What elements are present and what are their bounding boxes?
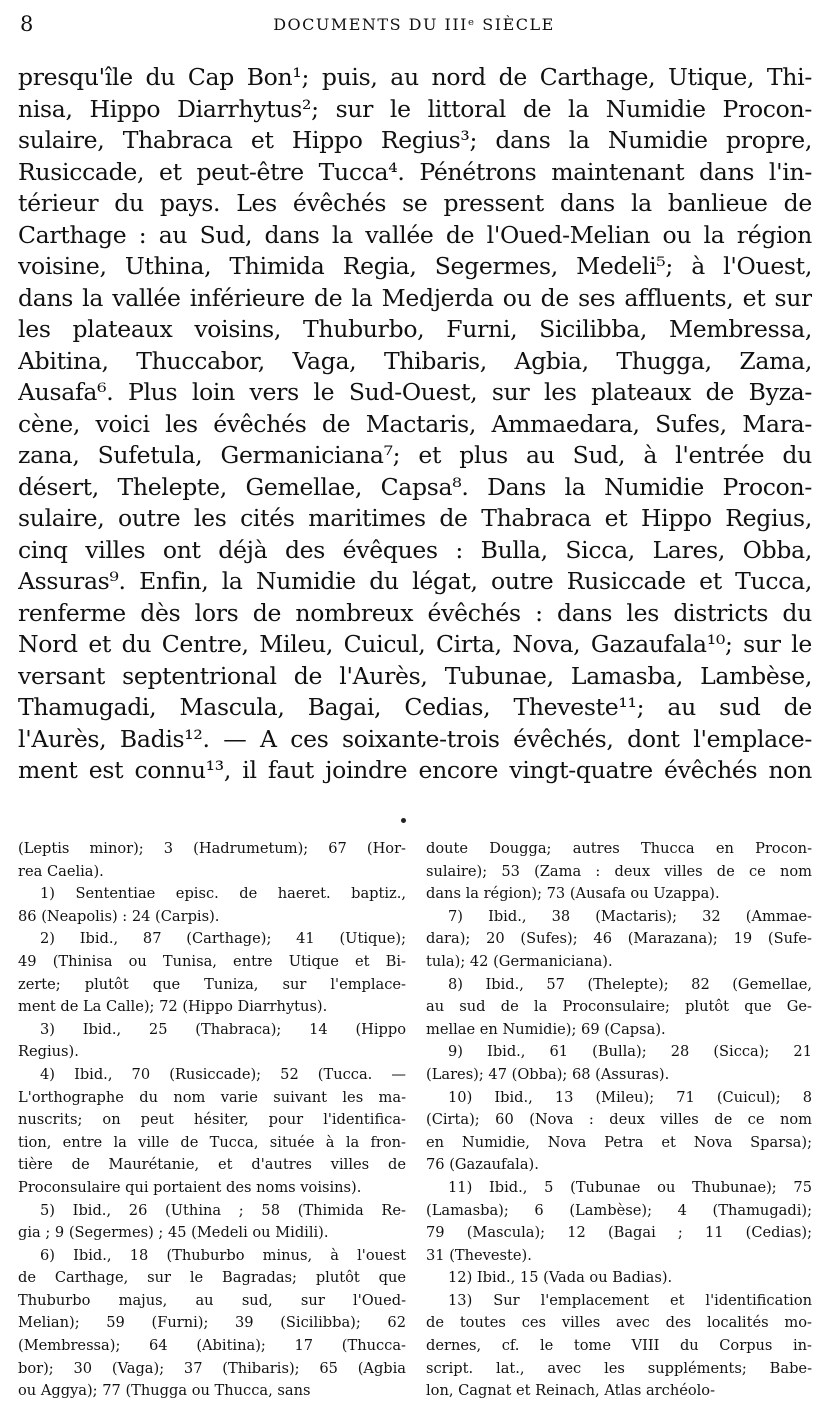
footnote-line: (Leptis minor); 3 (Hadrumetum); 67 (Hor- bbox=[18, 840, 406, 857]
main-text-line: térieur du pays. Les évêchés se pressent dans la banlieue de bbox=[18, 189, 812, 217]
main-text-line: dans la vallée inférieure de la Medjerda ou de ses affluents, et sur bbox=[18, 283, 812, 312]
footnote-line: 79 (Mascula); 12 (Bagai ; 11 (Cedias); bbox=[426, 1224, 812, 1242]
main-text-line: renferme dès lors de nombreux évêchés : dans les districts du bbox=[18, 598, 812, 627]
footnote-line: en Numidie, Nova Petra et Nova Sparsa); bbox=[426, 1133, 812, 1151]
footnote-line: Thuburbo majus, au sud, sur l'Oued- bbox=[18, 1291, 406, 1309]
footnote-line: (Membressa); 64 (Abitina); 17 (Thucca- bbox=[18, 1337, 406, 1355]
footnote-line: bor); 30 (Vaga); 37 (Thibaris); 65 (Agbia bbox=[18, 1359, 406, 1377]
main-text-block bbox=[18, 62, 812, 784]
footnote-line: mellae en Numidie); 69 (Capsa). bbox=[426, 1020, 666, 1038]
footnote-line: ou Aggya); 77 (Thugga ou Thucca, sans bbox=[18, 1382, 311, 1400]
main-text-line: les plateaux voisins, Thuburbo, Furni, Sicilibba, Membressa, bbox=[18, 315, 812, 343]
main-text-line: ment est connu¹³, il faut joindre encore vingt-quatre évêchés non bbox=[18, 756, 812, 784]
footnote-line: 49 (Thinisa ou Tunisa, entre Utique et Bi- bbox=[18, 952, 406, 970]
main-text-line: voisine, Uthina, Thimida Regia, Segermes, Medeli⁵; à l'Ouest, bbox=[18, 252, 812, 280]
footnote-line: (Lamasba); 6 (Lambèse); 4 (Thamugadi); bbox=[426, 1201, 812, 1219]
footnote-line: 86 (Neapolis) : 24 (Carpis). bbox=[18, 907, 220, 925]
footnote-line: 7) Ibid., 38 (Mactaris); 32 (Ammae- bbox=[448, 907, 812, 925]
main-text-line: Thamugadi, Mascula, Bagai, Cedias, Theveste¹¹; au sud de bbox=[18, 693, 812, 721]
footnote-line: tière de Maurétanie, et d'autres villes de bbox=[18, 1156, 406, 1174]
main-text-line: Nord et du Centre, Mileu, Cuicul, Cirta, Nova, Gazaufala¹⁰; sur le bbox=[18, 630, 812, 658]
main-text-line: Rusiccade, et peut-être Tucca⁴. Pénétrons maintenant dans l'in- bbox=[18, 157, 812, 186]
footnote-line: 13) Sur l'emplacement et l'identification bbox=[448, 1291, 812, 1309]
footnote-line: 8) Ibid., 57 (Thelepte); 82 (Gemellae, bbox=[448, 975, 812, 993]
footnote-line: tula); 42 (Germaniciana). bbox=[426, 952, 613, 970]
footnote-line: 31 (Theveste). bbox=[426, 1246, 532, 1264]
footnote-line: 1) Sententiae episc. de haeret. baptiz., bbox=[40, 885, 406, 903]
footnote-line: doute Dougga; autres Thucca en Procon- bbox=[426, 840, 812, 857]
main-text-line: désert, Thelepte, Gemellae, Capsa⁸. Dans la Numidie Procon- bbox=[18, 472, 812, 501]
main-text-line: nisa, Hippo Diarrhytus²; sur le littoral de la Numidie Procon- bbox=[18, 94, 812, 123]
footnote-line: dans la région); 73 (Ausafa ou Uzappa). bbox=[426, 885, 720, 903]
footnote-line: tion, entre la ville de Tucca, située à la fron- bbox=[18, 1133, 406, 1151]
main-text-line: cinq villes ont déjà des évêques : Bulla, Sicca, Lares, Obba, bbox=[18, 535, 812, 564]
footnote-line: de toutes ces villes avec des localités mo- bbox=[426, 1314, 812, 1332]
main-text-line: sulaire, Thabraca et Hippo Regius³; dans la Numidie propre, bbox=[18, 126, 812, 154]
footnote-line: 4) Ibid., 70 (Rusiccade); 52 (Tucca. — bbox=[40, 1065, 406, 1083]
footnote-line: Regius). bbox=[18, 1043, 79, 1061]
footnote-line: lon, Cagnat et Reinach, Atlas archéolo- bbox=[426, 1382, 716, 1400]
main-text-line: presqu'île du Cap Bon¹; puis, au nord de Carthage, Utique, Thi- bbox=[18, 63, 812, 91]
footnote-line: script. lat., avec les suppléments; Babe- bbox=[426, 1359, 812, 1377]
footnote-line: gia ; 9 (Segermes) ; 45 (Medeli ou Midili). bbox=[18, 1224, 329, 1242]
footnote-line: rea Caelia). bbox=[18, 862, 104, 880]
footnote-line: 5) Ibid., 26 (Uthina ; 58 (Thimida Re- bbox=[40, 1201, 406, 1219]
footnote-line: 76 (Gazaufala). bbox=[426, 1156, 539, 1174]
main-text-line: versant septentrional de l'Aurès, Tubunae, Lamasba, Lambèse, bbox=[18, 661, 812, 690]
footnote-line: Proconsulaire qui portaient des noms voisins). bbox=[18, 1178, 362, 1196]
running-title: DOCUMENTS DU IIIᵉ SIÈCLE bbox=[273, 15, 555, 34]
main-text-line: zana, Sufetula, Germaniciana⁷; et plus au Sud, à l'entrée du bbox=[18, 441, 812, 469]
footnote-line: 9) Ibid., 61 (Bulla); 28 (Sicca); 21 bbox=[448, 1043, 812, 1061]
main-text-line: sulaire, outre les cités maritimes de Thabraca et Hippo Regius, bbox=[18, 504, 812, 532]
separator-dot bbox=[401, 818, 406, 823]
footnote-line: nuscrits; on peut hésiter, pour l'identifica- bbox=[18, 1111, 406, 1129]
footnote-line: zerte; plutôt que Tuniza, sur l'emplace- bbox=[18, 975, 406, 993]
main-text-line: Assuras⁹. Enfin, la Numidie du légat, outre Rusiccade et Tucca, bbox=[18, 567, 812, 595]
footnote-line: dernes, cf. le tome VIII du Corpus in- bbox=[426, 1337, 812, 1355]
main-text-line: l'Aurès, Badis¹². — A ces soixante-trois évêchés, dont l'emplace- bbox=[18, 724, 812, 753]
main-text-line: Carthage : au Sud, dans la vallée de l'Oued-Melian ou la région bbox=[18, 220, 812, 249]
footnote-line: Melian); 59 (Furni); 39 (Sicilibba); 62 bbox=[18, 1314, 406, 1332]
footnote-line: 3) Ibid., 25 (Thabraca); 14 (Hippo bbox=[40, 1020, 406, 1038]
footnote-line: L'orthographe du nom varie suivant les ma- bbox=[18, 1088, 406, 1106]
footnote-line: sulaire); 53 (Zama : deux villes de ce nom bbox=[426, 862, 812, 880]
footnote-line: 11) Ibid., 5 (Tubunae ou Thubunae); 75 bbox=[448, 1178, 812, 1196]
footnote-line: 10) Ibid., 13 (Mileu); 71 (Cuicul); 8 bbox=[448, 1088, 812, 1106]
footnote-line: 2) Ibid., 87 (Carthage); 41 (Utique); bbox=[40, 930, 406, 948]
page-number: 8 bbox=[20, 12, 34, 36]
page-header bbox=[18, 12, 810, 42]
footnote-line: 12) Ibid., 15 (Vada ou Badias). bbox=[448, 1269, 673, 1287]
footnote-line: de Carthage, sur le Bagradas; plutôt que bbox=[18, 1269, 406, 1287]
footnote-line: dara); 20 (Sufes); 46 (Marazana); 19 (Sufe- bbox=[426, 930, 812, 948]
footnote-line: ment de La Calle); 72 (Hippo Diarrhytus). bbox=[18, 998, 328, 1016]
footnote-line: (Lares); 47 (Obba); 68 (Assuras). bbox=[426, 1065, 670, 1083]
main-text-line: Ausafa⁶. Plus loin vers le Sud-Ouest, sur les plateaux de Byza- bbox=[18, 378, 812, 406]
footnotes-right-column bbox=[426, 838, 812, 1418]
main-text-line: cène, voici les évêchés de Mactaris, Ammaedara, Sufes, Mara- bbox=[18, 409, 812, 438]
footnote-line: 6) Ibid., 18 (Thuburbo minus, à l'ouest bbox=[40, 1246, 406, 1264]
footnote-line: (Cirta); 60 (Nova : deux villes de ce nom bbox=[426, 1111, 812, 1129]
footnotes-left-column bbox=[18, 838, 406, 1418]
footnote-line: au sud de la Proconsulaire; plutôt que Ge- bbox=[426, 998, 812, 1016]
main-text-line: Abitina, Thuccabor, Vaga, Thibaris, Agbia, Thugga, Zama, bbox=[18, 346, 812, 375]
